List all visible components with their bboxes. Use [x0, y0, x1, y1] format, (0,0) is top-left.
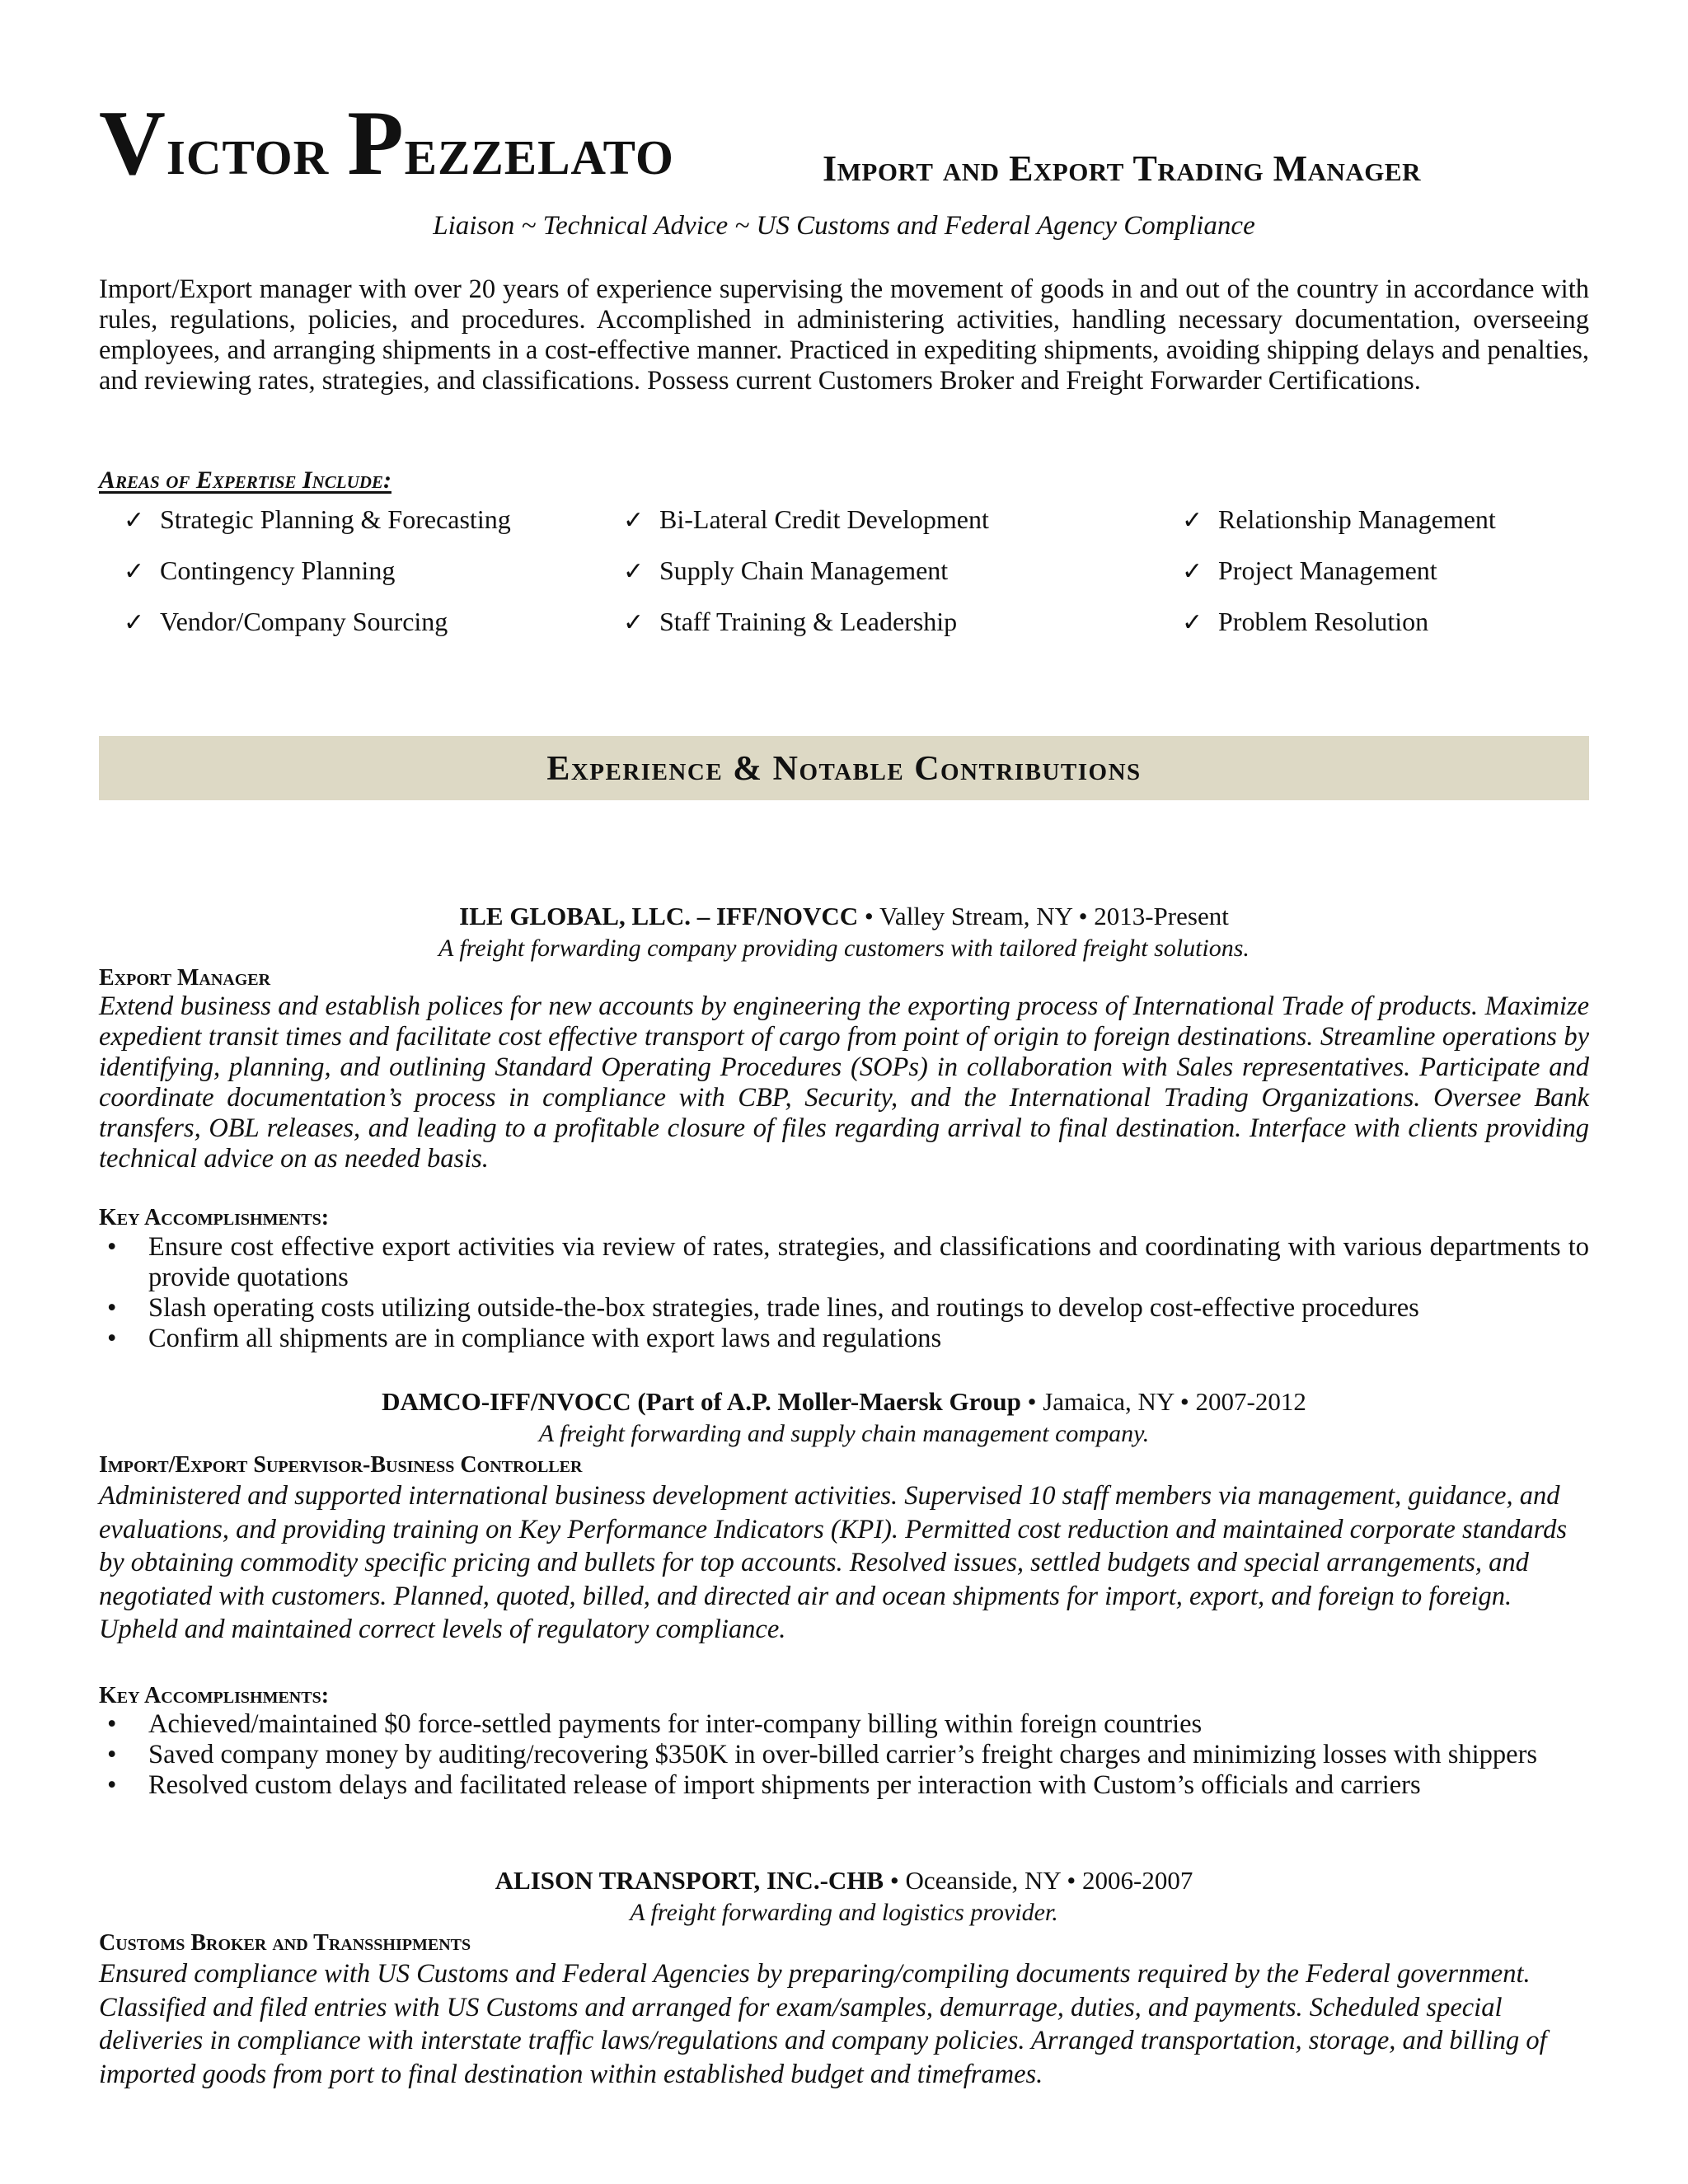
list-item: • Resolved custom delays and facilitated release of import shipments per interaction with Custom’s officials and carriers	[99, 1770, 1589, 1801]
company-line	[99, 902, 1589, 931]
list-item: • Saved company money by auditing/recovering $350K in over-billed carrier’s freight charges and minimizing losses with shippers	[99, 1740, 1589, 1770]
tagline: Liaison ~ Technical Advice ~ US Customs and Federal Agency Compliance	[433, 211, 1255, 241]
company-description: A freight forwarding company providing customers with tailored freight solutions.	[438, 935, 1250, 962]
checkmark-icon: ✓	[1182, 609, 1203, 636]
checkmark-icon: ✓	[623, 507, 645, 534]
list-item: • Slash operating costs utilizing outside-the-box strategies, trade lines, and routings to develop cost-effective procedures	[99, 1293, 1589, 1324]
separator-dot: •	[1067, 1866, 1076, 1895]
accomplishments-list	[99, 1709, 1589, 1801]
checkmark-icon: ✓	[124, 558, 145, 585]
professional-summary: Import/Export manager with over 20 years of experience supervising the movement of goods in and out of the country in accordance with rules, regulations, policies, and procedures. Accomplished in administering activities, handling necessary documentation, overseeing employees, and arranging shipments in a cost-effective manner. Practiced in expediting shipments, avoiding shipping delays and penalties, and reviewing rates, strategies, and classifications. Possess current Customers Broker and Freight Forwarder Certifications.	[99, 274, 1589, 396]
expertise-item: ✓ Contingency Planning	[124, 555, 396, 585]
role-title: Customs Broker and Transshipments	[99, 1930, 471, 1956]
list-item: • Achieved/maintained $0 force-settled payments for inter-company billing within foreign countries	[99, 1709, 1589, 1740]
company-dates: 2006-2007	[1082, 1866, 1193, 1895]
role-title: Import/Export Supervisor-Business Controller	[99, 1452, 583, 1478]
expertise-item: ✓ Strategic Planning & Forecasting	[124, 504, 511, 534]
role-title: Export Manager	[99, 965, 271, 991]
company-location: Valley Stream, NY	[879, 902, 1072, 930]
list-item: • Confirm all shipments are in compliance with export laws and regulations	[99, 1324, 1589, 1354]
separator-dot: •	[889, 1866, 899, 1895]
checkmark-icon: ✓	[124, 507, 145, 534]
expertise-item: ✓ Problem Resolution	[1182, 607, 1429, 636]
accomplishments-heading: Key Accomplishments:	[99, 1683, 330, 1708]
checkmark-icon: ✓	[1182, 507, 1203, 534]
section-title: Experience & Notable Contributions	[546, 750, 1142, 788]
expertise-item: ✓ Relationship Management	[1182, 504, 1496, 534]
expertise-heading: Areas of Expertise Include:	[99, 466, 392, 494]
company-location: Jamaica, NY	[1043, 1387, 1175, 1416]
checkmark-icon: ✓	[1182, 558, 1203, 585]
expertise-item: ✓ Project Management	[1182, 555, 1437, 585]
separator-dot: •	[1078, 902, 1088, 930]
role-summary: Extend business and establish polices for new accounts by engineering the exporting process of International Trade of products. Maximize expedient transit times and facilitate cost effective transport of cargo from point of origin to foreign destinations. Streamline operations by identifying, planning, and outlining Standard Operating Procedures (SOPs) in collaboration with Sales representatives. Participate and coordinate documentation’s process in compliance with CBP, Security, and the International Trading Organizations. Oversee Bank transfers, OBL releases, and leading to a profitable closure of files regarding arrival to final destination. Interface with clients providing technical advice on as needed basis.	[99, 991, 1589, 1174]
company-line	[99, 1866, 1589, 1896]
company-location: Oceanside, NY	[905, 1866, 1061, 1895]
job-title: Import and Export Trading Manager	[823, 148, 1421, 189]
list-item: • Ensure cost effective export activities via review of rates, strategies, and classifications and coordinating with various departments to provide quotations	[99, 1232, 1589, 1293]
accomplishments-heading: Key Accomplishments:	[99, 1205, 330, 1230]
company-name: ALISON TRANSPORT, INC.-CHB	[495, 1866, 884, 1895]
role-summary: Administered and supported international business development activities. Supervised 10 staff members via management, guidance, and evaluations, and providing training on Key Performance Indicators (KPI). Permitted cost reduction and maintained corporate standards by obtaining commodity specific pricing and bullets for top accounts. Resolved issues, settled budgets and special arrangements, and negotiated with customers. Planned, quoted, billed, and directed air and ocean shipments for import, export, and foreign to foreign. Upheld and maintained correct levels of regulatory compliance.	[99, 1481, 1567, 1644]
candidate-name: Victor Pezzelato	[99, 92, 674, 194]
expertise-item: ✓ Supply Chain Management	[623, 555, 949, 585]
company-description: A freight forwarding and logistics provider.	[630, 1899, 1058, 1926]
company-dates: 2007-2012	[1195, 1387, 1306, 1416]
company-line	[99, 1387, 1589, 1417]
company-dates: 2013-Present	[1094, 902, 1229, 930]
separator-dot: •	[1179, 1387, 1189, 1416]
checkmark-icon: ✓	[124, 609, 145, 636]
checkmark-icon: ✓	[623, 609, 645, 636]
expertise-item: ✓ Bi-Lateral Credit Development	[623, 504, 989, 534]
company-name: ILE GLOBAL, LLC. – IFF/NOVCC	[459, 902, 859, 930]
separator-dot: •	[1027, 1387, 1037, 1416]
separator-dot: •	[864, 902, 874, 930]
accomplishments-list	[99, 1232, 1589, 1354]
expertise-item: ✓ Staff Training & Leadership	[623, 607, 958, 636]
checkmark-icon: ✓	[623, 558, 645, 585]
company-description: A freight forwarding and supply chain management company.	[538, 1420, 1150, 1447]
expertise-item: ✓ Vendor/Company Sourcing	[124, 607, 448, 636]
role-summary: Ensured compliance with US Customs and Federal Agencies by preparing/compiling documents required by the Federal government. Classified and filed entries with US Customs and arranged for exam/samples, demurrage, duties, and payments. Scheduled special deliveries in compliance with interstate traffic laws/regulations and company policies. Arranged transportation, storage, and billing of imported goods from port to final destination within established budget and timeframes.	[99, 1959, 1547, 2089]
company-name: DAMCO-IFF/NVOCC (Part of A.P. Moller-Maersk Group	[382, 1387, 1021, 1416]
